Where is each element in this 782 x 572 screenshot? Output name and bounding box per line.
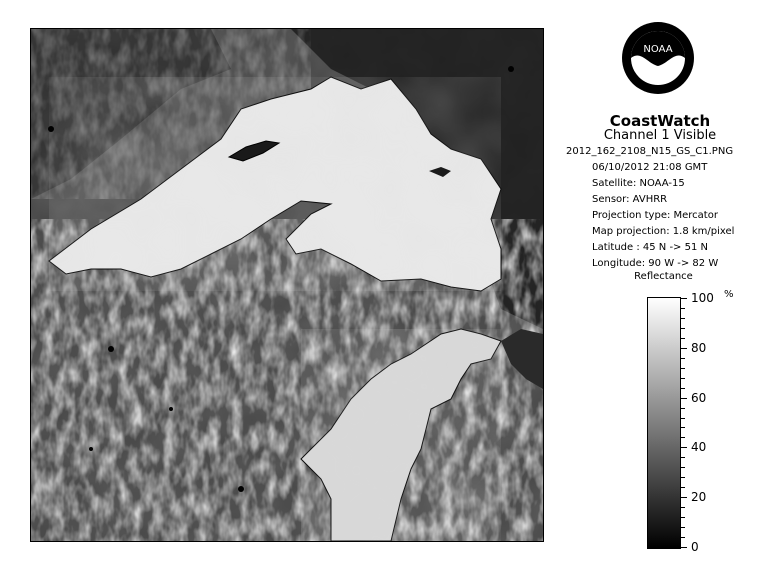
- colorbar-tick: [681, 527, 685, 528]
- colorbar-tick: [681, 437, 685, 438]
- noaa-logo: [620, 20, 696, 96]
- colorbar-tick-label: 100: [691, 291, 714, 305]
- colorbar-tick: [681, 308, 685, 309]
- colorbar-tick: [681, 457, 685, 458]
- satellite-line: Satellite: NOAA-15: [592, 178, 685, 189]
- colorbar-tick: [681, 328, 685, 329]
- colorbar-tick: [681, 547, 687, 548]
- colorbar-tick: [681, 408, 685, 409]
- colorbar-tick-label: 40: [691, 440, 707, 454]
- colorbar-tick: [681, 447, 687, 448]
- colorbar-tick-label: 20: [691, 490, 707, 504]
- noaa-seal-icon: [620, 20, 696, 96]
- colorbar-tick: [681, 388, 685, 389]
- latitude-line: Latitude : 45 N -> 51 N: [592, 242, 708, 253]
- colorbar-tick: [681, 507, 685, 508]
- colorbar-tick: [681, 517, 685, 518]
- colorbar-tick: [681, 318, 685, 319]
- brand-title: CoastWatch: [609, 112, 711, 130]
- colorbar-tick: [681, 338, 685, 339]
- colorbar-tick: [681, 487, 685, 488]
- sensor-line: Sensor: AVHRR: [592, 194, 668, 205]
- colorbar-tick: [681, 378, 685, 379]
- colorbar-unit: %: [724, 289, 734, 300]
- colorbar-tick: [681, 368, 685, 369]
- colorbar-tick-label: 60: [691, 391, 707, 405]
- colorbar-tick: [681, 497, 687, 498]
- colorbar-title: Reflectance: [634, 271, 693, 282]
- colorbar-tick: [681, 427, 685, 428]
- colorbar-tick: [681, 537, 685, 538]
- colorbar: [647, 297, 681, 549]
- channel-title: Channel 1 Visible: [603, 128, 717, 143]
- map-projection-line: Map projection: 1.8 km/pixel: [592, 226, 735, 237]
- colorbar-tick: [681, 467, 685, 468]
- colorbar-tick-label: 80: [691, 341, 707, 355]
- file-name: 2012_162_2108_N15_GS_C1.PNG: [566, 146, 734, 157]
- colorbar-tick: [681, 298, 687, 299]
- date-time: 06/10/2012 21:08 GMT: [592, 162, 708, 173]
- colorbar-tick-label: 0: [691, 540, 699, 554]
- longitude-line: Longitude: 90 W -> 82 W: [592, 258, 719, 269]
- svg-text:NOAA: NOAA: [643, 44, 673, 55]
- colorbar-tick: [681, 398, 687, 399]
- projection-type-line: Projection type: Mercator: [592, 210, 718, 221]
- satellite-image: [30, 28, 544, 542]
- colorbar-tick: [681, 348, 687, 349]
- colorbar-tick: [681, 477, 685, 478]
- colorbar-tick: [681, 358, 685, 359]
- colorbar-tick: [681, 418, 685, 419]
